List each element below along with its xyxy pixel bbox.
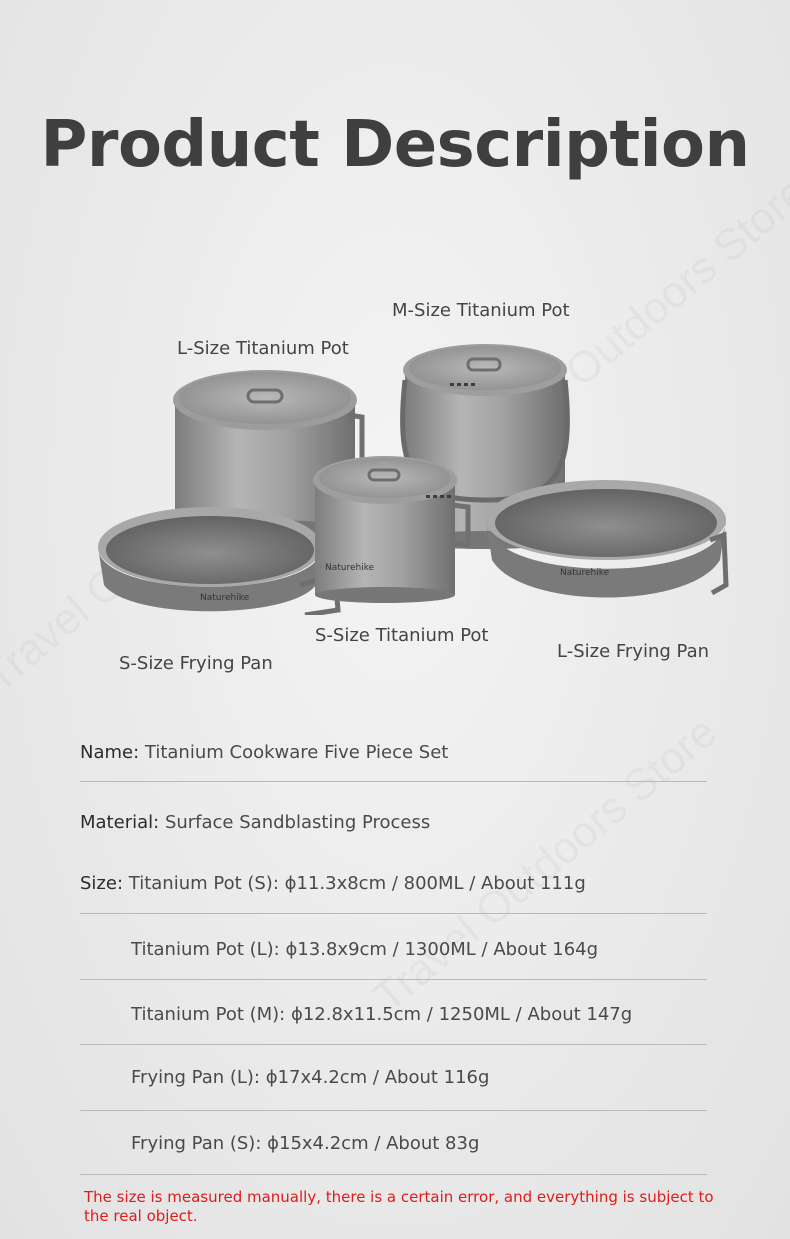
divider xyxy=(80,979,707,980)
spec-size-row xyxy=(131,1133,707,1154)
s-size-pot xyxy=(313,456,468,603)
spec-size-value: Titanium Pot (M): ϕ12.8x11.5cm / 1250ML / About 147g xyxy=(131,1004,633,1025)
label-l-size-pot: L-Size Titanium Pot xyxy=(177,338,349,359)
divider xyxy=(80,781,707,782)
spec-name-key: Name: xyxy=(80,742,140,763)
spec-name-value: Titanium Cookware Five Piece Set xyxy=(144,742,449,763)
label-l-size-pan: L-Size Frying Pan xyxy=(557,641,710,662)
divider xyxy=(80,1174,707,1175)
spec-material-row xyxy=(80,812,707,833)
spec-material-value: Surface Sandblasting Process xyxy=(164,812,431,833)
spec-size-row xyxy=(131,1067,707,1088)
spec-size-key: Size: xyxy=(80,873,124,894)
disclaimer-note: The size is measured manually, there is a certain error, and everything is subject to the real object. xyxy=(84,1188,714,1225)
spec-material-key: Material: xyxy=(80,812,160,833)
spec-size-row xyxy=(131,939,707,960)
label-s-size-pan: S-Size Frying Pan xyxy=(119,653,273,674)
spec-size-value: Titanium Pot (S): ϕ11.3x8cm / 800ML / About 111g xyxy=(128,873,586,894)
label-m-size-pot: M-Size Titanium Pot xyxy=(392,300,570,321)
page-title: Product Description xyxy=(40,108,750,182)
spec-size-value: Frying Pan (S): ϕ15x4.2cm / About 83g xyxy=(131,1133,480,1154)
spec-size-value: Titanium Pot (L): ϕ13.8x9cm / 1300ML / About 164g xyxy=(131,939,599,960)
spec-name-row xyxy=(80,742,707,763)
l-size-frying-pan xyxy=(486,480,726,598)
brand-mark: Naturehike xyxy=(325,563,375,573)
divider xyxy=(80,913,707,914)
brand-mark: Naturehike xyxy=(560,568,610,578)
spec-size-value: Frying Pan (L): ϕ17x4.2cm / About 116g xyxy=(131,1067,490,1088)
brand-mark: Naturehike xyxy=(200,593,250,603)
label-s-size-pot: S-Size Titanium Pot xyxy=(315,625,489,646)
spec-size-row xyxy=(131,1004,707,1025)
spec-size-row xyxy=(80,873,707,894)
cookware-set-illustration xyxy=(90,335,740,615)
divider xyxy=(80,1044,707,1045)
divider xyxy=(80,1110,707,1111)
